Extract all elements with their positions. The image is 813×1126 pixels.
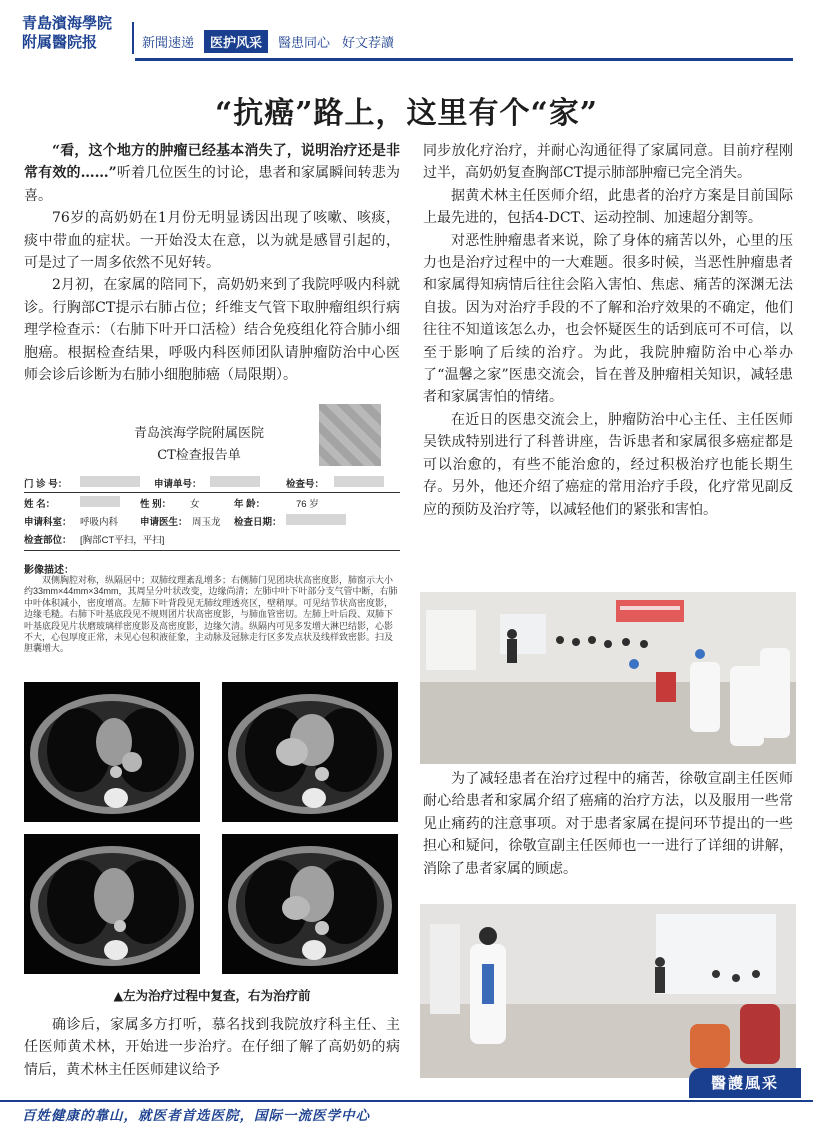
footer-rule (0, 1100, 813, 1102)
nav-item-staff[interactable]: 医护风采 (204, 30, 268, 53)
right-column-continued (423, 768, 793, 880)
header-rule (135, 58, 793, 61)
left-column (24, 140, 400, 386)
report-title: CT检查报告单 (157, 448, 241, 463)
quote-rest: 听着几位医生的讨论，患者和家属瞬间转悲为喜。 (24, 165, 400, 204)
paragraph: 在近日的医患交流会上，肿瘤防治中心主任、主任医师吴铁成特别进行了科普讲座，告诉患者和家属很多癌症都是可以治愈的，有些不能治愈的，经过积极治疗也能长期生存。另外，他还介绍了癌症的常用治疗手段，化疗常见副反应的预防及治疗等，以减轻他们的紧张和害怕。 (423, 411, 793, 518)
paragraph: 为了减轻患者在治疗过程中的痛苦，徐敬宣副主任医师耐心给患者和家属介绍了癌痛的治疗方法，以及服用一些常见止痛药的注意事项。对于患者家属在提问环节提出的一些担心和疑问，徐敬宣副主任医师也一一进行了详细的讲解，消除了患者家属的顾虑。 (423, 771, 793, 877)
ct-scan-image (24, 834, 200, 974)
label-request-no: 申请单号： (154, 479, 202, 490)
ct-scan-image (24, 682, 200, 822)
label-exam-area: 检查部位： (24, 535, 72, 546)
masthead-line2: 附属醫院报 (22, 33, 98, 51)
paragraph: 76岁的高奶奶在1月份无明显诱因出现了咳嗽、咳痰，痰中带血的症状。一开始没太在意，以为就是感冒引起的，可是过了一周多依然不见好转。 (24, 210, 400, 272)
paragraph: 据黄术林主任医师介绍，此患者的治疗方案是目前国际上最先进的，包括4-DCT、运动控制、加速超分割等。 (423, 187, 793, 227)
label-exam-no: 检查号： (286, 479, 325, 490)
label-clinic-no: 门 诊 号： (24, 479, 68, 490)
value-sex: 女 (190, 499, 200, 510)
quote-bold: “看，这个地方的肿瘤已经基本消失了，说明治疗还是非常有效的……” (24, 143, 400, 182)
report-row (24, 532, 400, 546)
report-rule (24, 550, 400, 551)
nav-item-articles[interactable]: 好文荐讀 (342, 36, 395, 51)
event-photo-lecture (420, 592, 796, 764)
paragraph: 2月初，在家属的陪同下，高奶奶来到了我院呼吸内科就诊。行胸部CT提示右肺占位；纤维支气管下取肿瘤组织行病理学检查示：（右肺下叶开口活检）结合免疫组化符合肺小细胞癌。根据检查结果，呼吸内科医师团队请肿瘤防治中心医师会诊后诊断为右肺小细胞肺癌（局限期）。 (24, 277, 400, 384)
redacted-value (286, 514, 346, 525)
value-doctor: 周玉龙 (192, 517, 221, 528)
redacted-value (80, 496, 120, 507)
article-headline: “抗癌”路上，这里有个“家” (214, 96, 599, 131)
report-row (24, 514, 400, 528)
paragraph: 对恶性肿瘤患者来说，除了身体的痛苦以外，心里的压力也是治疗过程中的一大难题。很多时候，当恶性肿瘤患者和家属得知病情后往往会陷入害怕、焦虑、痛苦的深渊无法自拔。因为对治疗手段的不了解和治疗效果的不确定，他们往往不知道该怎么办，也会怀疑医生的话到底可不可信，以至于影响了后续的治疗。为此，我院肿瘤防治中心举办了“温馨之家”医患交流会，旨在普及肿瘤相关知识，减轻患者和家属害怕的情绪。 (423, 232, 793, 406)
masthead-divider (132, 22, 134, 54)
section-badge: 醫護風采 (689, 1068, 801, 1098)
nav-item-news[interactable]: 新聞速递 (142, 36, 195, 51)
masthead-line1: 青島濱海學院 (22, 14, 113, 32)
report-description: 双侧胸腔对称，纵隔居中；双肺纹理紊乱增多；右侧肺门见团块状高密度影，肺窗示大小约33mm×44mm×34mm，其周呈分叶状改变，边缘尚清；左肺中叶下叶部分支气管中断，右肺中叶体积减小，密度增高。左肺下叶背段见无肺纹理透亮区，壁稍厚。可见结节状高密度影，边缘毛糙。右肺下叶基底段见不规则团片状高密度影，与肺血管密切。左肺上叶后段、双肺下叶基底段见片状磨玻璃样密度影及高密度影，边缘欠清。纵隔内可见多发增大淋巴结影，心影不大，心包厚度正常，未见心包积液征象，主动脉及冠脉走行区多发点状及线样致密影。扫及胆囊增大。 (24, 575, 398, 654)
section-nav (140, 30, 396, 53)
label-age: 年 龄： (234, 499, 266, 510)
ct-scan-image (222, 682, 398, 822)
report-desc-label: 影像描述： (24, 565, 74, 576)
footer-slogan: 百姓健康的靠山，就医者首选医院，国际一流医学中心 (22, 1108, 370, 1124)
redacted-value (334, 476, 384, 487)
masthead (22, 14, 132, 52)
scan-caption: ▲左为治疗过程中复查，右为治疗前 (113, 988, 311, 1003)
ct-report (24, 400, 400, 668)
ct-scan-grid (24, 682, 400, 976)
redacted-value (210, 476, 260, 487)
label-doctor: 申请医生： (140, 517, 188, 528)
value-exam-area: [胸部CT平扫，平扫] (80, 535, 165, 546)
value-age: 76 岁 (296, 499, 319, 510)
paragraph (24, 140, 400, 207)
label-exam-date: 检查日期： (234, 517, 282, 528)
right-column (423, 140, 793, 521)
nav-item-patients[interactable]: 醫患同心 (278, 36, 331, 51)
report-hospital: 青岛滨海学院附属医院 (133, 426, 264, 441)
paragraph: 同步放化疗治疗，并耐心沟通征得了家属同意。目前疗程刚过半，高奶奶复查胸部CT提示肺部肿瘤已完全消失。 (423, 143, 793, 182)
report-row (24, 496, 400, 510)
label-name: 姓 名： (24, 499, 56, 510)
ct-scan-image (222, 834, 398, 974)
blurred-qr-code (319, 404, 381, 466)
label-sex: 性 别： (140, 499, 172, 510)
event-photo-speaker (420, 904, 796, 1078)
value-dept: 呼吸内科 (80, 517, 119, 528)
paragraph: 确诊后，家属多方打听，慕名找到我院放疗科主任、主任医师黄术林，开始进一步治疗。在仔细了解了高奶奶的病情后，黄术林主任医师建议给予 (24, 1017, 400, 1078)
report-rule (24, 492, 400, 493)
label-dept: 申请科室： (24, 517, 72, 528)
redacted-value (80, 476, 140, 487)
left-column-continued (24, 1014, 400, 1081)
report-row (24, 476, 400, 490)
